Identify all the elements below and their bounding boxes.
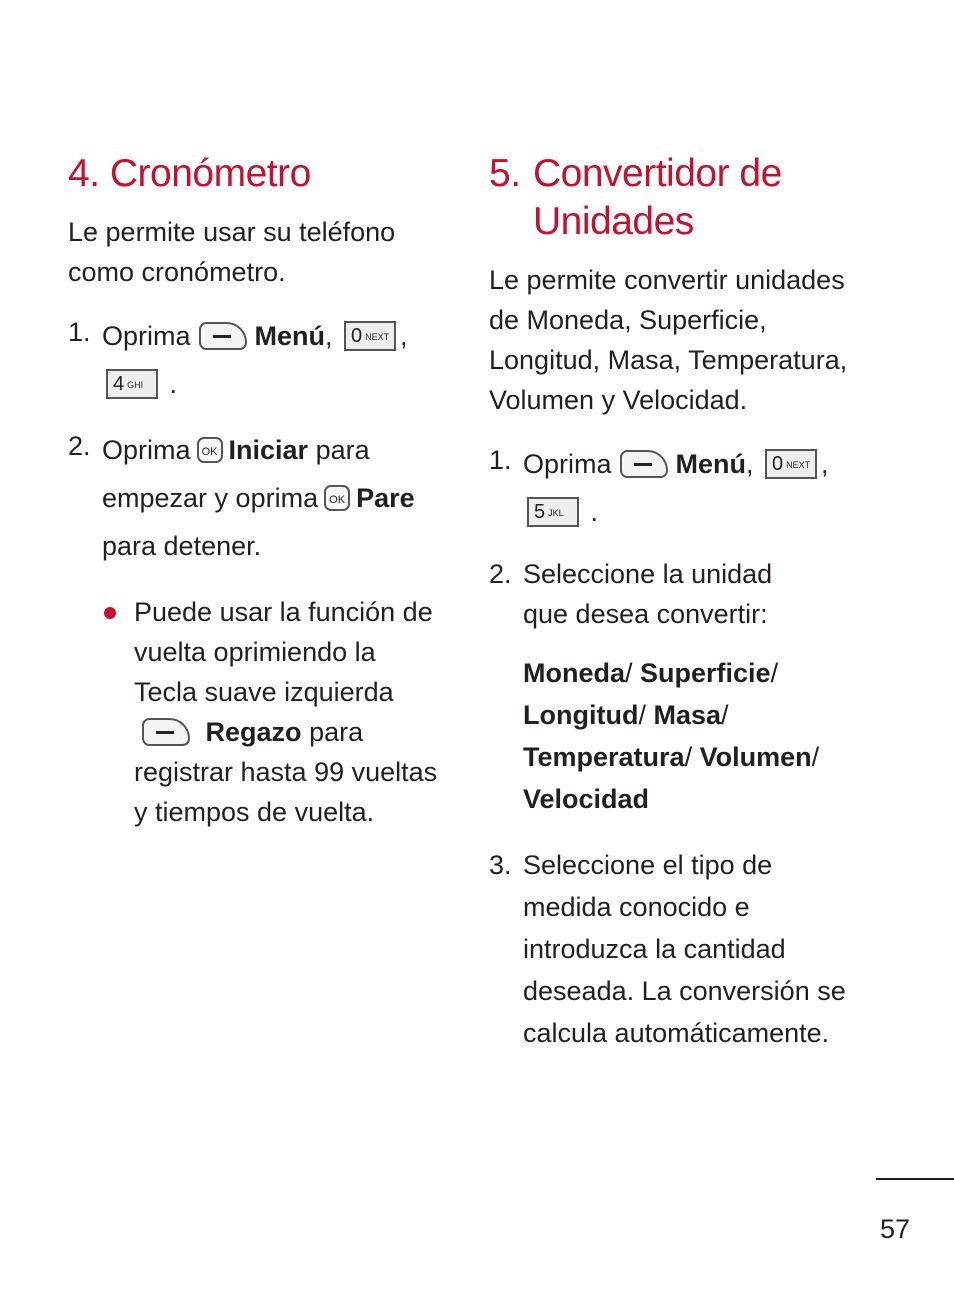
- key-0-icon: [344, 321, 396, 351]
- step-verb: Oprima: [102, 321, 191, 351]
- step-2: [68, 426, 448, 570]
- menu-label: Menú: [675, 449, 747, 479]
- step-1: [68, 312, 448, 408]
- unit-velocidad: Velocidad: [523, 784, 650, 814]
- key-4-icon: [106, 369, 158, 399]
- unit-moneda: Moneda: [523, 658, 626, 688]
- comma: ,: [746, 449, 754, 479]
- bullet-note: [68, 592, 444, 832]
- key-letters: JKL: [548, 507, 564, 518]
- key-0-icon: [765, 449, 817, 479]
- step-number: 1.: [489, 445, 512, 475]
- step-3: [489, 844, 863, 1054]
- intro-text: Le permite usar su teléfono como cronómetro.: [68, 217, 396, 287]
- pare-label: Pare: [356, 483, 415, 513]
- intro-text: Le permite convertir unidades de Moneda, Superficie, Longitud, Masa, Temperatura, Volumen y Velocidad.: [489, 265, 848, 415]
- step-number: 2.: [68, 431, 91, 461]
- unit-superficie: Superficie: [640, 658, 771, 688]
- step-number: 2.: [489, 559, 512, 589]
- unit-list: Moneda/ Superficie/ Longitud/ Masa/ Temperatura/ Volumen/ Velocidad: [523, 658, 820, 814]
- section-cronometro: [68, 150, 448, 832]
- section-title: [489, 150, 869, 246]
- step-text: Seleccione el tipo de medida conocido e introduzca la cantidad deseada. La conversión se calcula automáticamente.: [523, 850, 846, 1048]
- key-digit: 4: [113, 372, 125, 395]
- unit-volumen: Volumen: [699, 742, 812, 772]
- period: .: [590, 497, 599, 527]
- comma: ,: [821, 449, 829, 479]
- section-number: 4.: [68, 152, 100, 195]
- detener-text: para detener.: [102, 531, 262, 561]
- step-verb: Oprima: [102, 435, 191, 465]
- ok-key-icon: OK: [324, 485, 350, 511]
- para-text: para: [315, 435, 370, 465]
- step-number: 3.: [489, 850, 512, 880]
- regazo-label: Regazo: [205, 717, 302, 747]
- bullet-text: Puede usar la función de vuelta oprimiendo la Tecla suave izquierda: [134, 597, 433, 707]
- ok-key-icon: OK: [197, 437, 223, 463]
- unit-longitud: Longitud: [523, 700, 639, 730]
- period: .: [169, 369, 178, 399]
- menu-label: Menú: [254, 321, 326, 351]
- key-digit: 5: [534, 500, 546, 523]
- section-title-text: Convertidor de Unidades: [533, 152, 782, 243]
- comma: ,: [325, 321, 333, 351]
- page-number: 57: [880, 1214, 911, 1244]
- section-convertidor: [489, 150, 869, 1054]
- step-number: 1.: [68, 317, 91, 347]
- unit-masa: Masa: [653, 700, 722, 730]
- key-digit: 0: [351, 324, 363, 347]
- step-verb: Oprima: [523, 449, 612, 479]
- step-1: [489, 440, 869, 536]
- key-letters: GHI: [127, 379, 144, 390]
- comma: ,: [400, 321, 408, 351]
- section-title: [68, 150, 448, 198]
- key-letters: NEXT: [365, 331, 390, 342]
- left-softkey-icon: [199, 322, 247, 350]
- iniciar-label: Iniciar: [228, 435, 309, 465]
- section-title-text: Cronómetro: [109, 152, 311, 195]
- key-digit: 0: [772, 452, 784, 475]
- left-softkey-icon: [142, 718, 190, 746]
- unit-temperatura: Temperatura: [523, 742, 685, 772]
- section-number: 5.: [489, 152, 521, 195]
- bullet-dot-icon: [104, 607, 116, 619]
- key-5-icon: [527, 497, 579, 527]
- step-text: Seleccione la unidad que desea convertir:: [523, 559, 773, 629]
- left-softkey-icon: [620, 450, 668, 478]
- empezar-text: empezar y oprima: [102, 483, 319, 513]
- step-2: [489, 554, 823, 634]
- footer-rule: [876, 1178, 954, 1180]
- key-letters: NEXT: [786, 459, 811, 470]
- bullet-text-2: para registrar hasta 99 vueltas y tiempos de vuelta.: [134, 717, 438, 827]
